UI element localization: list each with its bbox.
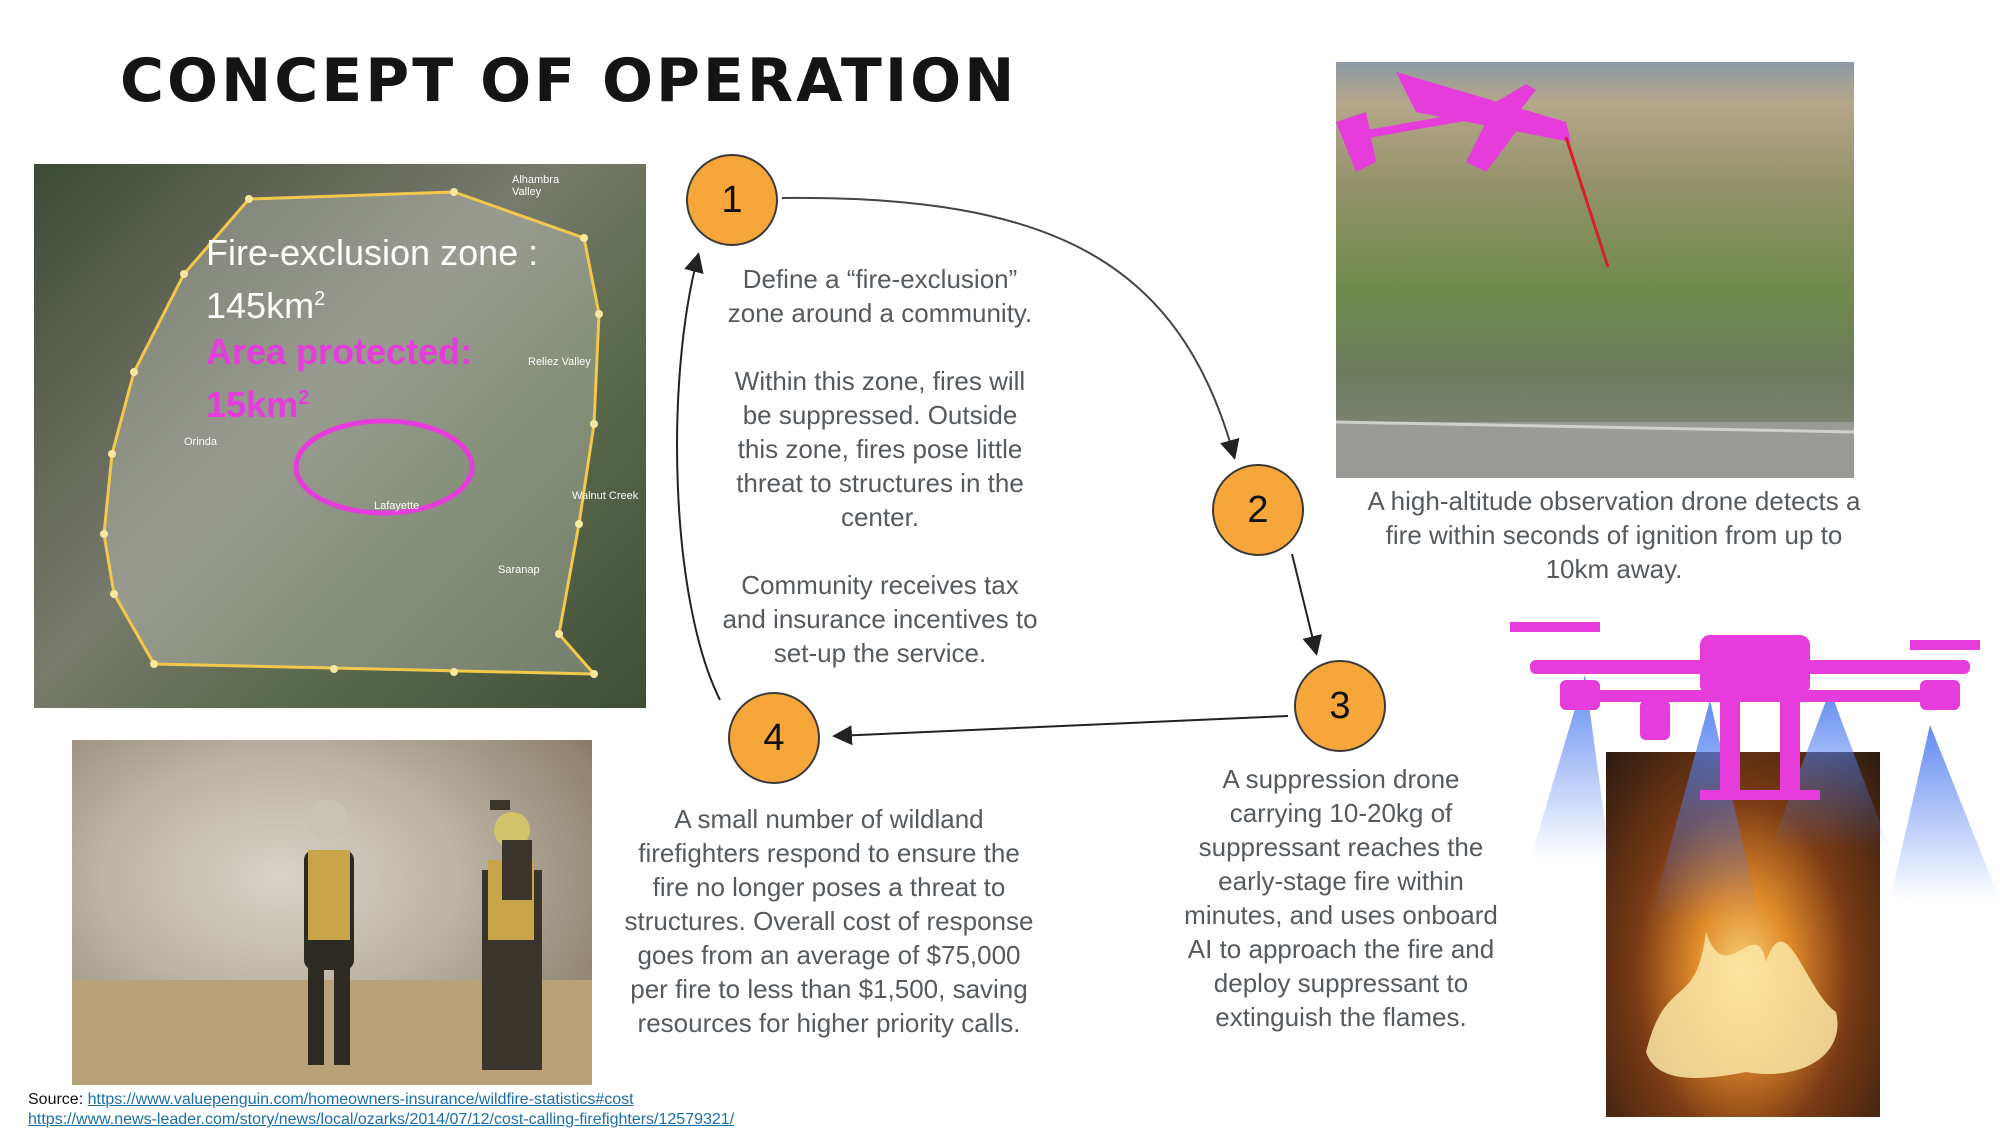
- description-line: fire within seconds of ignition from up to: [1385, 520, 1843, 550]
- description-line: deploy suppressant to: [1213, 968, 1469, 998]
- description-line: structures. Overall cost of response: [624, 906, 1034, 936]
- description-line: this zone, fires pose little: [737, 434, 1023, 464]
- step-3-description: [1146, 762, 1536, 1034]
- description-line: Define a “fire-exclusion”: [742, 264, 1018, 294]
- description-line: zone around a community.: [727, 298, 1033, 328]
- town-label: Alhambra Valley: [512, 174, 560, 198]
- step-1-badge: 1: [686, 154, 778, 246]
- description-line: per fire to less than $1,500, saving: [630, 974, 1028, 1004]
- description-line: be suppressed. Outside: [742, 400, 1018, 430]
- description-line: set-up the service.: [773, 638, 987, 668]
- description-line: A high-altitude observation drone detects a: [1367, 486, 1861, 516]
- town-label: Orinda: [184, 436, 218, 448]
- town-label: Reliez Valley: [528, 356, 591, 368]
- description-line: goes from an average of $75,000: [637, 940, 1021, 970]
- description-line: minutes, and uses onboard: [1184, 900, 1498, 930]
- step-1-description: [690, 262, 1070, 670]
- description-line: A small number of wildland: [674, 804, 984, 834]
- source-link-2[interactable]: https://www.news-leader.com/story/news/local/ozarks/2014/07/12/cost-calling-firefighters/12579321/: [28, 1111, 735, 1128]
- description-line: [690, 330, 1070, 364]
- description-line: suppressant reaches the: [1198, 832, 1484, 862]
- arrow-2-to-3: [1292, 554, 1316, 652]
- description-line: 10km away.: [1545, 554, 1683, 584]
- town-label: Saranap: [498, 564, 540, 576]
- description-line: AI to approach the fire and: [1187, 934, 1495, 964]
- description-line: A suppression drone: [1222, 764, 1460, 794]
- town-label: Walnut Creek: [572, 490, 639, 502]
- description-line: early-stage fire within: [1218, 866, 1464, 896]
- step-4-description: [604, 802, 1054, 1040]
- source-link-1[interactable]: https://www.valuepenguin.com/homeowners-insurance/wildfire-statistics#cost: [87, 1091, 634, 1108]
- source-citation: Source: https://www.valuepenguin.com/homeowners-insurance/wildfire-statistics#cost https://www.news-leader.com/story/news/local/ozarks/2014/07/12/cost-calling-firefighters/12579321/: [28, 1091, 735, 1128]
- zone-label: Fire-exclusion zone : $145km^2$ Area protected: $15km^2$: [206, 232, 539, 425]
- description-line: Within this zone, fires will: [734, 366, 1026, 396]
- description-line: extinguish the flames.: [1215, 1002, 1467, 1032]
- description-line: resources for higher priority calls.: [637, 1008, 1021, 1038]
- town-label: Lafayette: [374, 500, 420, 512]
- description-line: carrying 10-20kg of: [1229, 798, 1453, 828]
- step-3-badge: 3: [1294, 660, 1386, 752]
- description-line: Community receives tax: [741, 570, 1019, 600]
- arrow-3-to-4: [836, 716, 1288, 736]
- description-line: and insurance incentives to: [722, 604, 1038, 634]
- step-2-description: [1334, 484, 1894, 586]
- description-line: firefighters respond to ensure the: [638, 838, 1020, 868]
- description-line: [690, 534, 1070, 568]
- step-2-badge: 2: [1212, 464, 1304, 556]
- description-line: fire no longer poses a threat to: [652, 872, 1006, 902]
- description-line: center.: [840, 502, 920, 532]
- description-line: threat to structures in the: [736, 468, 1024, 498]
- step-4-badge: 4: [728, 692, 820, 784]
- page-title: CONCEPT OF OPERATION: [120, 46, 1018, 116]
